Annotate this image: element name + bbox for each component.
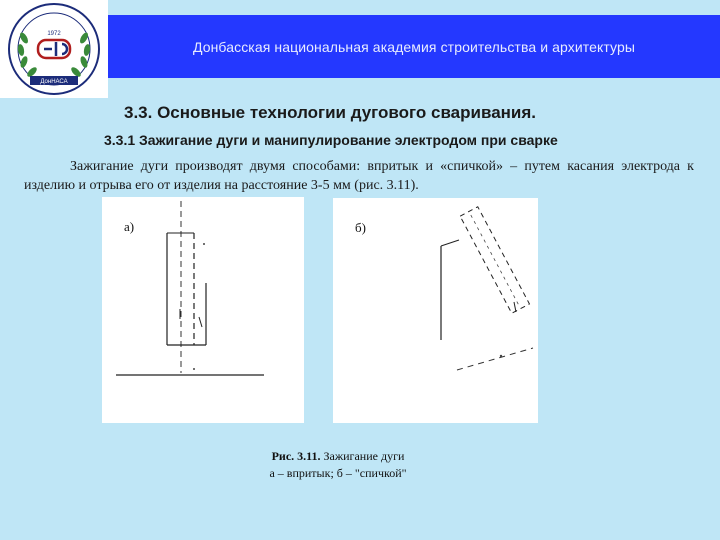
caption-title-rest: Зажигание дуги	[320, 449, 405, 463]
caption-legend: а – впритык; б – "спичкой"	[269, 466, 407, 480]
institution-name: Донбасская национальная академия строительства и архитектуры	[192, 38, 636, 55]
figure-a-diagram	[102, 197, 304, 423]
seal-year: 1972	[47, 31, 61, 37]
section-title: 3.3. Основные технологии дугового сваривания.	[124, 103, 537, 122]
figure-b-panel	[333, 198, 538, 423]
logo-panel	[0, 0, 108, 98]
figure-a-panel	[102, 197, 304, 423]
figure-b-label: б)	[355, 220, 366, 235]
section-subtitle: 3.3.1 Зажигание дуги и манипулирование электродом при сварке	[104, 132, 558, 148]
seal-abbreviation: ДонНАСА	[40, 79, 68, 85]
caption-title: Рис. 3.11.	[271, 449, 321, 463]
figure-caption	[238, 448, 438, 482]
figure-b-diagram	[333, 198, 538, 423]
header-bar	[108, 15, 720, 78]
figure-a-label: а)	[124, 219, 135, 234]
institution-seal-logo	[0, 0, 108, 98]
body-paragraph: Зажигание дуги производят двумя способами: впритык и «спичкой» – путем касания электрода к изделию и отрыва его от изделия на расстояние 3-5 мм (рис. 3.11).	[24, 159, 694, 193]
